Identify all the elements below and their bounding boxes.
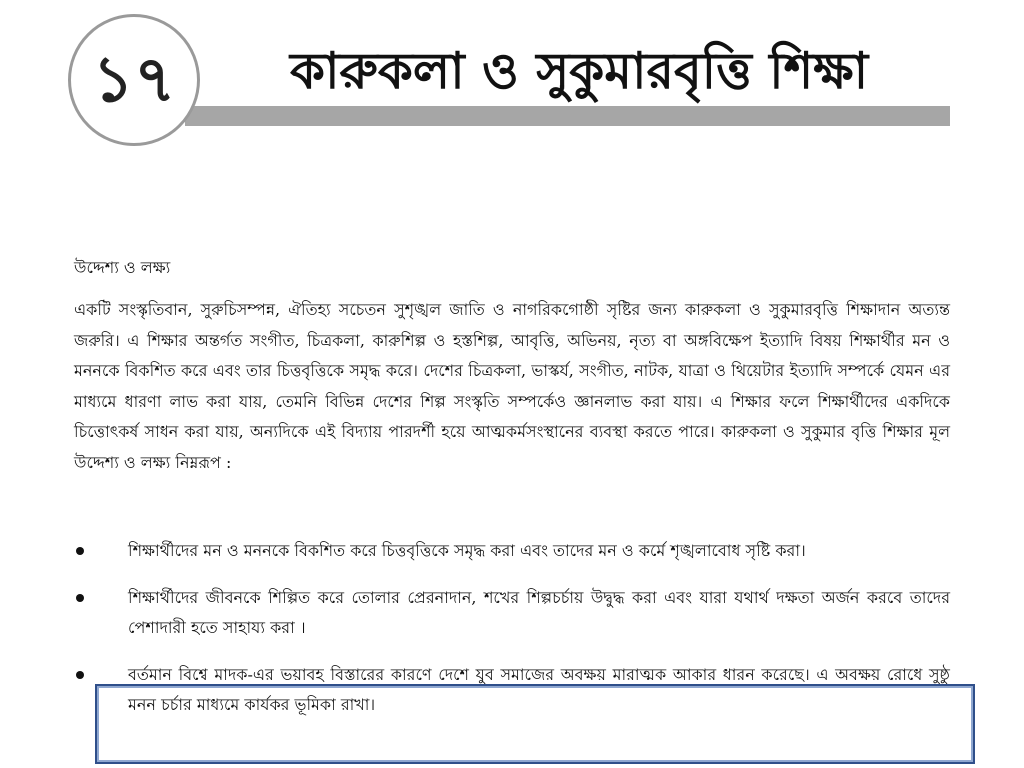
chapter-number-badge bbox=[68, 14, 200, 146]
chapter-title-underline-bar bbox=[185, 106, 950, 126]
list-item bbox=[74, 536, 950, 566]
list-item-text: শিক্ষার্থীদের মন ও মননকে বিকশিত করে চিত্তবৃত্তিকে সমৃদ্ধ করা এবং তাদের মন ও কর্মে শৃঙ্খলাবোধ সৃষ্টি করা। bbox=[128, 541, 806, 560]
bullet-icon bbox=[76, 547, 84, 555]
section-heading: উদ্দেশ্য ও লক্ষ্য bbox=[74, 258, 171, 277]
chapter-number: ১৭ bbox=[92, 43, 176, 117]
list-item bbox=[74, 660, 950, 720]
bullet-icon bbox=[76, 594, 84, 602]
list-item-text: বর্তমান বিশ্বে মাদক-এর ভয়াবহ বিস্তারের কারণে দেশে যুব সমাজের অবক্ষয় মারাত্মক আকার ধারন করেছে। এ অবক্ষয় রোধে সুষ্ঠু মনন চর্চার মাধ্যমে কার্যকর ভূমিকা রাখা। bbox=[128, 665, 950, 714]
bullet-icon bbox=[76, 671, 84, 679]
list-item-text: শিক্ষার্থীদের জীবনকে শিল্পিত করে তোলার প্রেরনাদান, শখের শিল্পচর্চায় উদ্বুদ্ধ করা এবং যারা যথার্থ দক্ষতা অর্জন করবে তাদের পেশাদারী হতে সাহায্য করা । bbox=[128, 588, 950, 637]
list-item bbox=[74, 583, 950, 643]
chapter-title: কারুকলা ও সুকুমারবৃত্তি শিক্ষা bbox=[290, 42, 869, 100]
intro-paragraph: একটি সংস্কৃতিবান, সুরুচিসম্পন্ন, ঐতিহ্য সচেতন সুশৃঙ্খল জাতি ও নাগরিকগোষ্ঠী সৃষ্টির জন্য কারুকলা ও সুকুমারবৃত্তি শিক্ষাদান অত্যন্ত জরুরি। এ শিক্ষার অন্তর্গত সংগীত, চিত্রকলা, কারুশিল্প ও হস্তশিল্প, আবৃত্তি, অভিনয়, নৃত্য বা অঙ্গবিক্ষেপ ইত্যাদি বিষয় শিক্ষার্থীর মন ও মননকে বিকশিত করে এবং তার চিত্তবৃত্তিকে সমৃদ্ধ করে। দেশের চিত্রকলা, ভাস্কর্য, সংগীত, নাটক, যাত্রা ও থিয়েটার ইত্যাদি সম্পর্কে যেমন এর মাধ্যমে ধারণা লাভ করা যায়, তেমনি বিভিন্ন দেশের শিল্প সংস্কৃতি সম্পর্কেও জ্ঞানলাভ করা যায়। এ শিক্ষার ফলে শিক্ষার্থীদের একদিকে চিত্তোৎকর্ষ সাধন করা যায়, অন্যদিকে এই বিদ্যায় পারদর্শী হয়ে আত্মকর্মসংস্থানের ব্যবস্থা করতে পারে। কারুকলা ও সুকুমার বৃত্তি শিক্ষার মূল উদ্দেশ্য ও লক্ষ্য নিম্নরূপ : bbox=[74, 300, 950, 472]
objectives-list bbox=[74, 536, 950, 737]
